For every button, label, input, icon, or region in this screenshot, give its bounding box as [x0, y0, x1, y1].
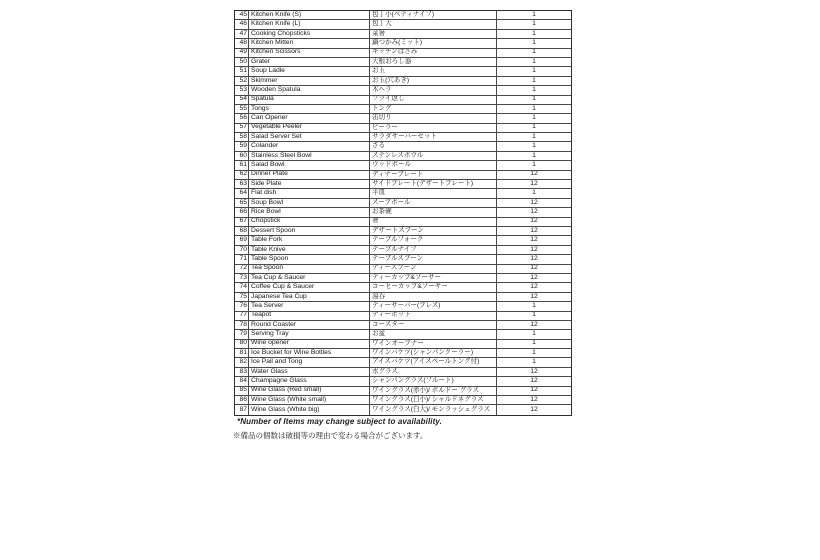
table-row: [235, 133, 571, 142]
item-number-cell: 83: [235, 368, 249, 376]
item-number-cell: 63: [235, 180, 249, 188]
quantity-cell: 1: [532, 67, 536, 75]
name-english-cell: Skimmer: [249, 77, 370, 85]
name-english-cell: Vegetable Peeler: [249, 124, 370, 132]
name-english-cell: Ice Bucket for Wine Bottles: [249, 349, 370, 357]
item-number-cell: 76: [235, 302, 249, 310]
table-row: [235, 180, 571, 189]
item-number-cell: 80: [235, 340, 249, 348]
table-row: [235, 67, 571, 76]
name-japanese-cell: 大根おろし器: [370, 58, 497, 66]
table-row: [235, 246, 571, 255]
name-japanese-cell: ワイングラス(赤小)/ ボルドー グラス: [370, 387, 497, 395]
item-number-cell: 46: [235, 20, 249, 28]
quantity-cell: 12: [530, 405, 538, 413]
quantity-cell: 12: [530, 170, 538, 178]
name-english-cell: Tongs: [249, 105, 370, 113]
quantity-cell: 12: [530, 273, 538, 281]
name-english-cell: Table Knive: [249, 246, 370, 254]
name-english-cell: Kitchen Knife (L): [249, 20, 370, 28]
name-english-cell: Water Glass: [249, 368, 370, 376]
table-row: [235, 368, 571, 377]
table-row: [235, 124, 571, 133]
quantity-cell: 1: [532, 330, 536, 338]
item-number-cell: 87: [235, 405, 249, 414]
item-number-cell: 51: [235, 67, 249, 75]
name-japanese-cell: シャンパングラス(フルート): [370, 377, 497, 385]
item-number-cell: 84: [235, 377, 249, 385]
name-japanese-cell: 水グラス: [370, 368, 497, 376]
quantity-cell: 1: [532, 114, 536, 122]
name-english-cell: Colander: [249, 142, 370, 150]
quantity-cell: 12: [530, 386, 538, 394]
name-japanese-cell: 包丁大: [370, 20, 497, 28]
name-japanese-cell: ティースプーン: [370, 265, 497, 273]
name-japanese-cell: 平皿: [370, 189, 497, 197]
name-japanese-cell: ワインバケツ(シャンパンクーラー): [370, 349, 497, 357]
item-number-cell: 70: [235, 246, 249, 254]
item-number-cell: 58: [235, 133, 249, 141]
quantity-cell: 1: [532, 133, 536, 140]
name-japanese-cell: コーヒーカップ&ソーサー: [370, 283, 497, 291]
table-row: [235, 96, 571, 105]
name-japanese-cell: コースター: [370, 321, 497, 329]
item-number-cell: 61: [235, 161, 249, 169]
item-number-cell: 64: [235, 189, 249, 197]
table-row: [235, 105, 571, 114]
item-number-cell: 77: [235, 312, 249, 320]
name-japanese-cell: ティーカップ&ソーサー: [370, 274, 497, 282]
name-japanese-cell: 箸: [370, 218, 497, 226]
quantity-cell: 1: [532, 349, 536, 356]
quantity-cell: 1: [532, 39, 536, 46]
name-english-cell: Spatula: [249, 96, 370, 104]
quantity-cell: 12: [530, 264, 538, 272]
item-number-cell: 59: [235, 142, 249, 150]
item-number-cell: 50: [235, 58, 249, 66]
table-row: [235, 30, 571, 39]
item-number-cell: 86: [235, 396, 249, 404]
quantity-cell: 1: [532, 123, 536, 131]
table-row: [235, 321, 571, 330]
table-row: [235, 218, 571, 227]
quantity-cell: 12: [530, 283, 538, 291]
table-row: [235, 283, 571, 292]
name-japanese-cell: スープボール: [370, 199, 497, 207]
name-english-cell: Flat dish: [249, 189, 370, 197]
table-row: [235, 340, 571, 349]
name-japanese-cell: 木ヘラ: [370, 86, 497, 94]
name-japanese-cell: トング: [370, 105, 497, 113]
table-row: [235, 274, 571, 283]
name-english-cell: Wine Glass (Red small): [249, 387, 370, 395]
quantity-cell: 1: [532, 151, 536, 159]
name-english-cell: Table Spoon: [249, 255, 370, 263]
name-japanese-cell: ワインオープナー: [370, 340, 497, 348]
quantity-cell: 1: [532, 104, 536, 112]
name-japanese-cell: フライ返し: [370, 96, 497, 104]
item-number-cell: 82: [235, 358, 249, 366]
table-row: [235, 358, 571, 367]
item-number-cell: 73: [235, 274, 249, 282]
table-row: [235, 227, 571, 236]
name-english-cell: Round Coaster: [249, 321, 370, 329]
table-row: [235, 77, 571, 86]
name-japanese-cell: 缶切り: [370, 114, 497, 122]
name-japanese-cell: お玉(穴あき): [370, 77, 497, 85]
name-japanese-cell: テーブルスプーン: [370, 255, 497, 263]
item-number-cell: 54: [235, 96, 249, 104]
name-japanese-cell: テーブルフォーク: [370, 236, 497, 244]
name-english-cell: Tea Server: [249, 302, 370, 310]
footnote-japanese: ※備品の個数は破損等の理由で変わる場合がございます。: [233, 431, 428, 440]
quantity-cell: 1: [532, 161, 536, 169]
name-english-cell: Stainless Steel Bowl: [249, 152, 370, 160]
table-row: [235, 86, 571, 95]
quantity-cell: 12: [530, 320, 538, 328]
item-number-cell: 49: [235, 49, 249, 57]
item-number-cell: 45: [235, 11, 249, 19]
name-english-cell: Soup Ladle: [249, 67, 370, 75]
quantity-cell: 1: [532, 189, 536, 197]
name-japanese-cell: 包丁小(ペティナイフ): [370, 11, 497, 19]
table-row: [235, 349, 571, 358]
quantity-cell: 1: [532, 311, 536, 319]
name-japanese-cell: ステンレスボウル: [370, 152, 497, 160]
name-english-cell: Side Plate: [249, 180, 370, 188]
item-number-cell: 53: [235, 86, 249, 94]
item-number-cell: 81: [235, 349, 249, 357]
name-english-cell: Tea Spoon: [249, 265, 370, 273]
quantity-cell: 1: [532, 95, 536, 103]
name-japanese-cell: テーブルナイフ: [370, 246, 497, 254]
name-english-cell: Salad Bowl: [249, 161, 370, 169]
footnote-english: *Number of Items may change subject to availability.: [237, 417, 442, 426]
table-row: [235, 208, 571, 217]
table-row: [235, 20, 571, 29]
quantity-cell: 1: [532, 11, 536, 18]
item-number-cell: 48: [235, 39, 249, 47]
quantity-cell: 1: [532, 76, 536, 84]
name-japanese-cell: ウッドボール: [370, 161, 497, 169]
name-japanese-cell: アイスバケツ(アイスペールトング付): [370, 358, 497, 366]
item-number-cell: 85: [235, 387, 249, 395]
name-japanese-cell: サイドプレート(デザートプレート): [370, 180, 497, 188]
name-japanese-cell: ディナープレート: [370, 171, 497, 179]
table-row: [235, 302, 571, 311]
name-english-cell: Serving Tray: [249, 330, 370, 338]
quantity-cell: 1: [532, 302, 536, 309]
name-english-cell: Ice Pail and Tong: [249, 358, 370, 366]
name-japanese-cell: ワイングラス(白小)/ シャルドネグラス: [370, 396, 497, 404]
name-english-cell: Chopstick: [249, 218, 370, 226]
item-number-cell: 75: [235, 293, 249, 301]
quantity-cell: 12: [530, 245, 538, 253]
name-english-cell: Dessert Spoon: [249, 227, 370, 235]
table-row: [235, 405, 571, 414]
table-row: [235, 114, 571, 123]
item-number-cell: 79: [235, 330, 249, 338]
quantity-cell: 12: [530, 367, 538, 375]
name-english-cell: Wine Glass (White small): [249, 396, 370, 404]
name-english-cell: Teapot: [249, 312, 370, 320]
name-japanese-cell: ピーラー: [370, 124, 497, 132]
name-japanese-cell: サラダサーバーセット: [370, 133, 497, 141]
name-japanese-cell: デザートスプーン: [370, 227, 497, 235]
name-english-cell: Salad Server Set: [249, 133, 370, 141]
quantity-cell: 1: [532, 339, 536, 347]
item-number-cell: 66: [235, 208, 249, 216]
table-row: [235, 142, 571, 151]
table-row: [235, 377, 571, 386]
item-number-cell: 62: [235, 171, 249, 179]
item-number-cell: 71: [235, 255, 249, 263]
quantity-cell: 12: [530, 217, 538, 225]
item-number-cell: 56: [235, 114, 249, 122]
quantity-cell: 1: [532, 142, 536, 150]
table-row: [235, 39, 571, 48]
quantity-cell: 12: [530, 208, 538, 215]
name-japanese-cell: 湯呑: [370, 293, 497, 301]
quantity-cell: 1: [532, 20, 536, 28]
table-row: [235, 58, 571, 67]
table-row: [235, 161, 571, 170]
name-english-cell: Tea Cup & Saucer: [249, 274, 370, 282]
table-row: [235, 387, 571, 396]
table-row: [235, 199, 571, 208]
table-row: [235, 312, 571, 321]
name-english-cell: Wine opener: [249, 340, 370, 348]
table-row: [235, 330, 571, 339]
table-row: [235, 236, 571, 245]
name-japanese-cell: キッチンはさみ: [370, 49, 497, 57]
item-number-cell: 60: [235, 152, 249, 160]
table-row: [235, 11, 571, 20]
quantity-cell: 12: [530, 292, 538, 300]
table-row: [235, 255, 571, 264]
quantity-cell: 12: [530, 396, 538, 403]
name-english-cell: Dinner Plate: [249, 171, 370, 179]
item-number-cell: 55: [235, 105, 249, 113]
name-english-cell: Can Opener: [249, 114, 370, 122]
table-row: [235, 171, 571, 180]
name-english-cell: Kitchen Knife (S): [249, 11, 370, 19]
quantity-cell: 12: [530, 255, 538, 262]
inventory-table: [234, 10, 572, 416]
name-japanese-cell: ティーサーバー(プレス): [370, 302, 497, 310]
name-english-cell: Kitchen Mitten: [249, 39, 370, 47]
name-english-cell: Wine Glass (White big): [249, 405, 370, 414]
name-japanese-cell: お盆: [370, 330, 497, 338]
item-number-cell: 65: [235, 199, 249, 207]
name-english-cell: Grater: [249, 58, 370, 66]
table-row: [235, 293, 571, 302]
name-japanese-cell: ワイングラス(白大)/ モンラッシェグラス: [370, 405, 497, 414]
table-row: [235, 189, 571, 198]
quantity-cell: 12: [530, 180, 538, 187]
quantity-cell: 1: [532, 358, 536, 366]
name-english-cell: Rice Bowl: [249, 208, 370, 216]
name-english-cell: Cooking Chopsticks: [249, 30, 370, 38]
item-number-cell: 57: [235, 124, 249, 132]
item-number-cell: 47: [235, 30, 249, 38]
quantity-cell: 12: [530, 377, 538, 385]
quantity-cell: 1: [532, 86, 536, 93]
name-japanese-cell: 鍋つかみ(ミット): [370, 39, 497, 47]
table-row: [235, 396, 571, 405]
item-number-cell: 69: [235, 236, 249, 244]
item-number-cell: 78: [235, 321, 249, 329]
table-row: [235, 49, 571, 58]
table-row: [235, 265, 571, 274]
name-japanese-cell: 菜箸: [370, 30, 497, 38]
quantity-cell: 12: [530, 236, 538, 244]
name-english-cell: Coffee Cup & Saucer: [249, 283, 370, 291]
item-number-cell: 67: [235, 218, 249, 226]
quantity-cell: 12: [530, 226, 538, 234]
name-japanese-cell: ティーポット: [370, 312, 497, 320]
table-row: [235, 152, 571, 161]
name-japanese-cell: ざる: [370, 142, 497, 150]
quantity-cell: 1: [532, 48, 536, 56]
name-english-cell: Table Fork: [249, 236, 370, 244]
item-number-cell: 72: [235, 265, 249, 273]
quantity-cell: 12: [530, 198, 538, 206]
name-english-cell: Champagne Glass: [249, 377, 370, 385]
name-english-cell: Kitchen Scissors: [249, 49, 370, 57]
name-english-cell: Wooden Spatula: [249, 86, 370, 94]
quantity-cell: 1: [532, 57, 536, 65]
item-number-cell: 74: [235, 283, 249, 291]
name-english-cell: Soup Bowl: [249, 199, 370, 207]
quantity-cell: 1: [532, 29, 536, 37]
name-japanese-cell: お玉: [370, 67, 497, 75]
name-english-cell: Japanese Tea Cup: [249, 293, 370, 301]
name-japanese-cell: お茶碗: [370, 208, 497, 216]
item-number-cell: 52: [235, 77, 249, 85]
item-number-cell: 68: [235, 227, 249, 235]
